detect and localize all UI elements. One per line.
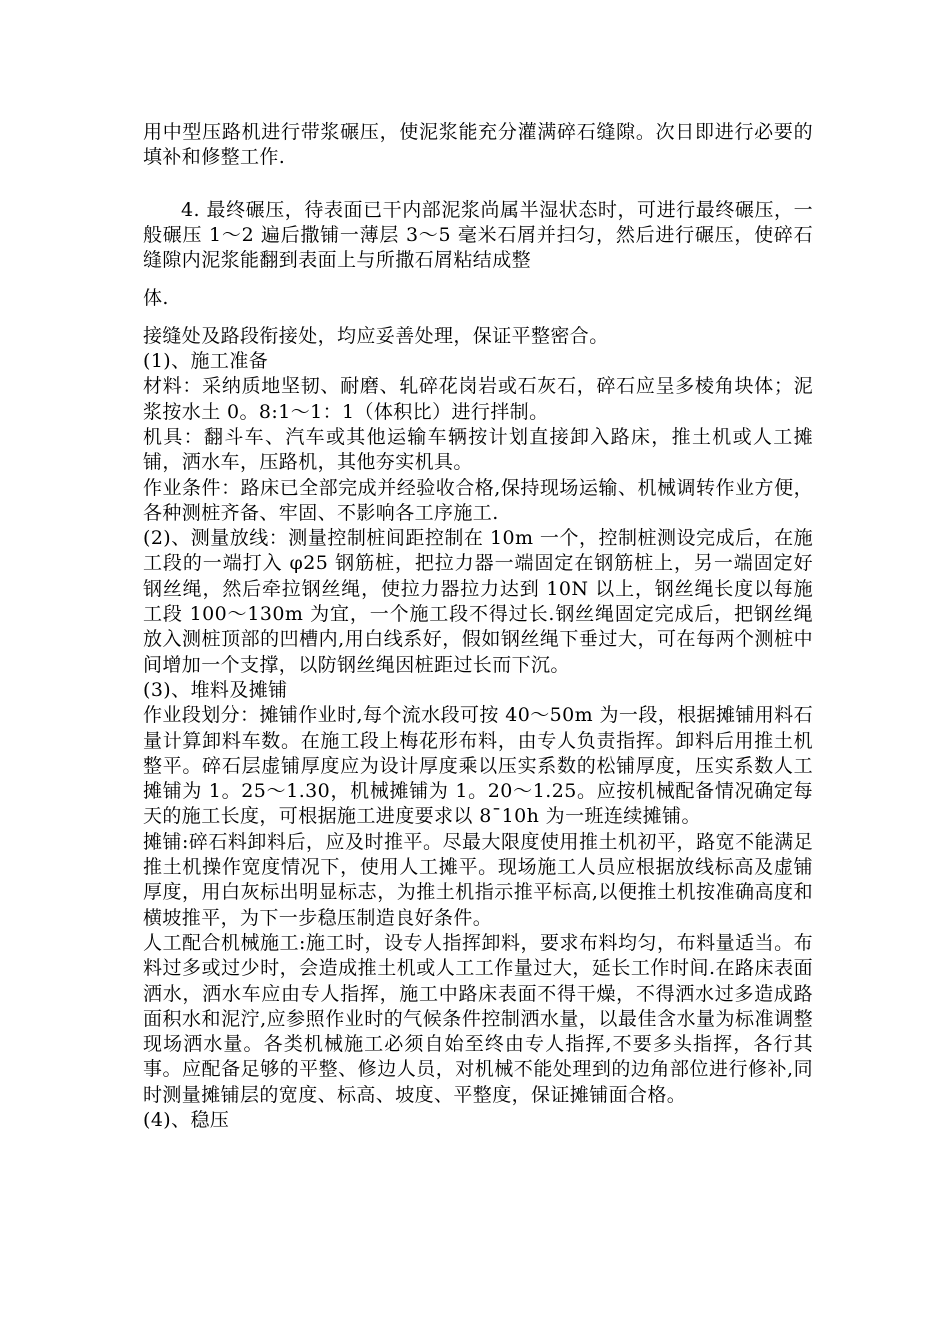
section-heading-stockpile-spread: (3)、堆料及摊铺 (143, 678, 288, 701)
section-heading-preparation: (1)、施工准备 (143, 350, 269, 373)
paragraph-equipment: 机具：翻斗车、汽车或其他运输车辆按计划直接卸入路床，推土机或人工摊铺，洒水车，压路机，其他夯实机具。 (143, 425, 813, 474)
paragraph-manual-machine: 人工配合机械施工:施工时，设专人指挥卸料，要求布料均匀，布料量适当。布料过多或过少时，会造成推土机或人工工作量过大，延长工作时间.在路床表面洒水，洒水车应由专人指挥，施工中路床表面不得干燥，不得洒水过多造成路面积水和泥泞,应参照作业时的气候条件控制洒水量，以最佳含水量为标准调整现场洒水量。各类机械施工必须自始至终由专人指挥,不要多头指挥，各行其事。应配备足够的平整、修边人员，对机械不能处理到的边角部位进行修补,同时测量摊铺层的宽度、标高、坡度、平整度，保证摊铺面合格。 (143, 931, 813, 1106)
paragraph-work-conditions: 作业条件：路床已全部完成并经验收合格,保持现场运输、机械调转作业方便，各种测桩齐备、牢固、不影响各工序施工. (143, 476, 813, 524)
document-page (143, 120, 813, 1133)
paragraph-final-roll (143, 198, 813, 312)
paragraph-survey-layout: (2)、测量放线：测量控制桩间距控制在 10m 一个，控制桩测设完成后，在施工段的一端打入 φ25 钢筋桩，把拉力器一端固定在钢筋桩上，另一端固定好钢丝绳，然后牵拉钢丝绳，使拉力器拉力达到 10N 以上，钢丝绳长度以每施工段 100～130m 为宜，一个施工段不得过长.钢丝绳固定完成后，把钢丝绳放入测桩顶部的凹槽内,用白线系好，假如钢丝绳下垂过大，可在每两个测桩中间增加一个支撑，以防钢丝绳因桩距过长而下沉。 (143, 527, 813, 676)
paragraph-final-roll-body: 4. 最终碾压，待表面已干内部泥浆尚属半湿状态时，可进行最终碾压，一般碾压 1～2 遍后撒铺一薄层 3～5 毫米石屑并扫匀，然后进行碾压，使碎石缝隙内泥浆能翻到表面上与所撒石屑粘结成整 (143, 198, 813, 272)
paragraph-final-roll-tail: 体. (143, 287, 169, 310)
paragraph-materials: 材料：采纳质地坚韧、耐磨、轧碎花岗岩或石灰石，碎石应呈多棱角块体；泥浆按水土 0。8:1～1：1（体积比）进行拌制。 (143, 375, 813, 423)
paragraph-joint-treatment: 接缝处及路段衔接处，均应妥善处理，保证平整密合。 (143, 324, 609, 347)
section-heading-stabilize: (4)、稳压 (143, 1108, 230, 1131)
paragraph-section-division: 作业段划分：摊铺作业时,每个流水段可按 40～50m 为一段，根据摊铺用料石量计算卸料车数。在施工段上梅花形布料，由专人负责指挥。卸料后用推土机整平。碎石层虚铺厚度应为设计厚度乘以压实系数的松铺厚度，压实系数人工摊铺为 1。25～1.30，机械摊铺为 1。20～1.25。应按机械配备情况确定每天的施工长度，可根据施工进度要求以 8¯10h 为一班连续摊铺。 (143, 704, 813, 828)
paragraph-grouting-roll: 用中型压路机进行带浆碾压，使泥浆能充分灌满碎石缝隙。次日即进行必要的填补和修整工作. (143, 121, 813, 169)
paragraph-spreading: 摊铺:碎石料卸料后，应及时推平。尽最大限度使用推土机初平，路宽不能满足推土机操作宽度情况下，使用人工摊平。现场施工人员应根据放线标高及虚铺厚度，用白灰标出明显标志，为推土机指示推平标高,以便推土机按准确高度和横坡推平，为下一步稳压制造良好条件。 (143, 830, 813, 929)
